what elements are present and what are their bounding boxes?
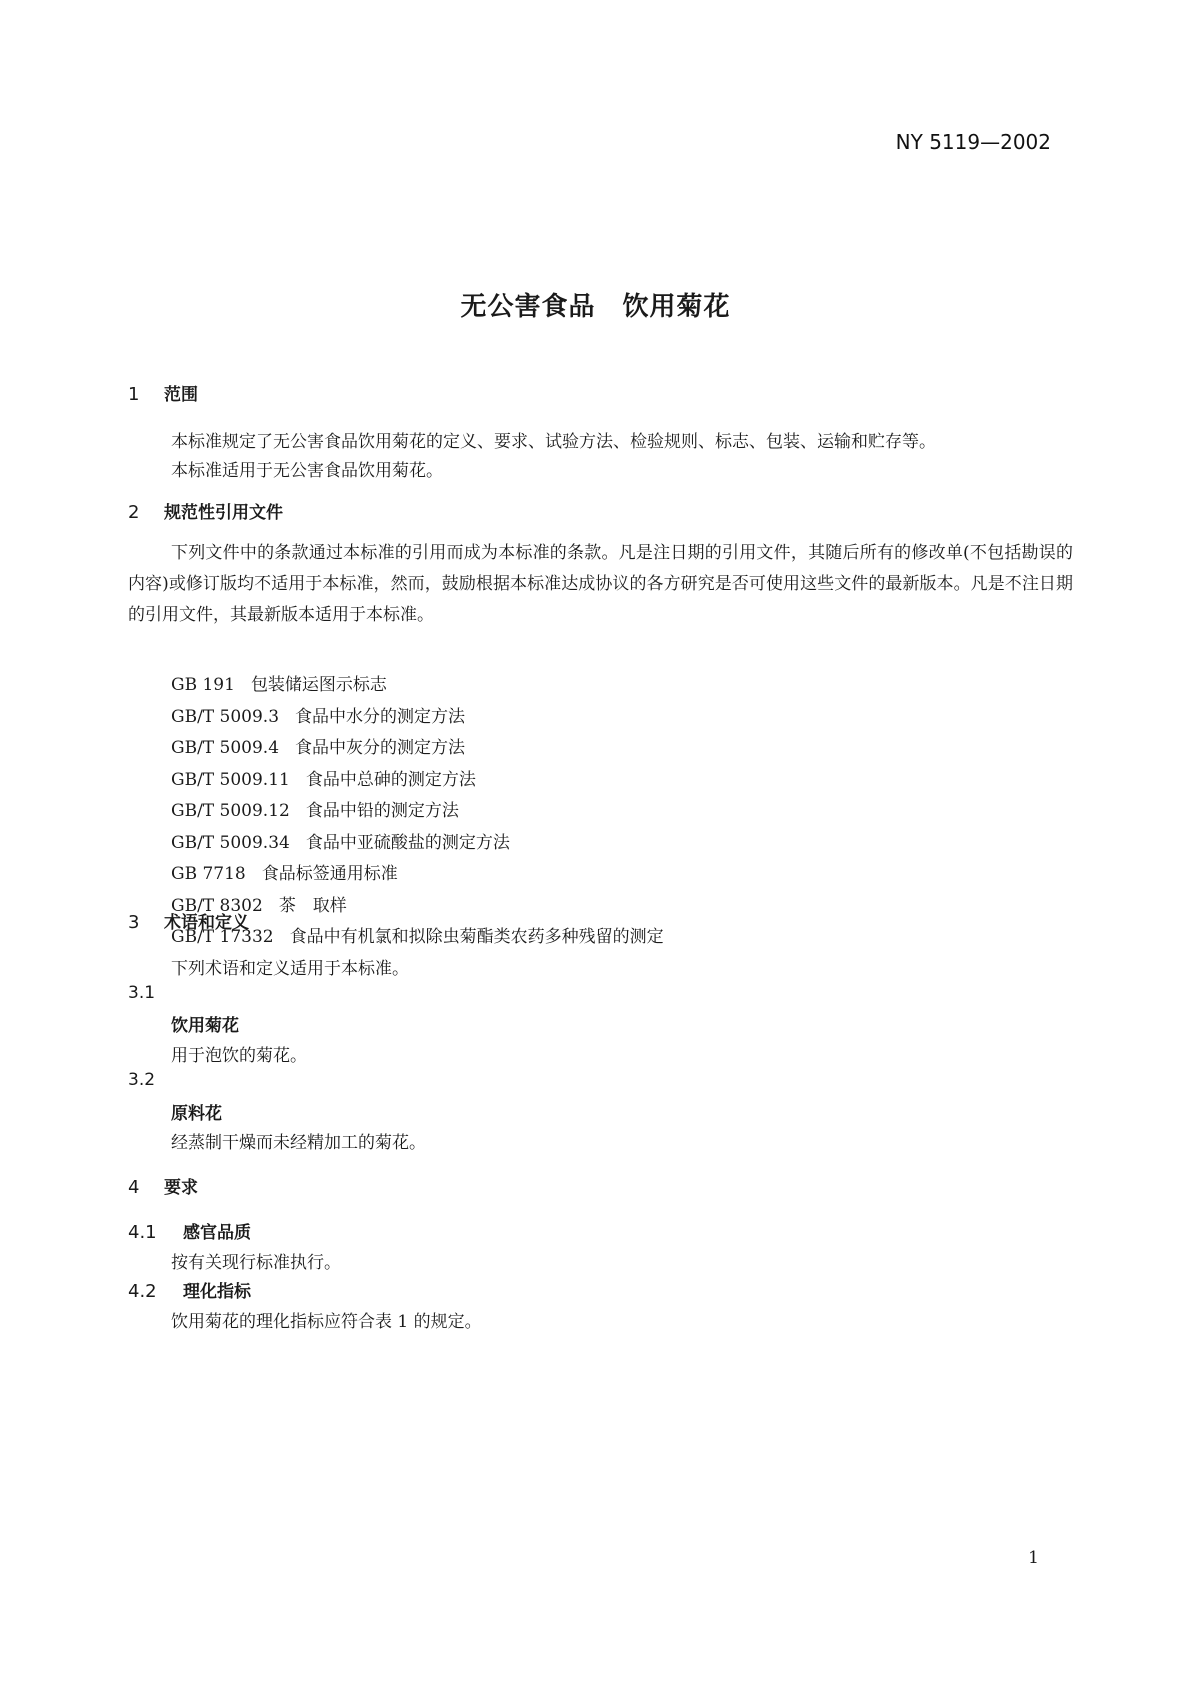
reference-item	[171, 796, 664, 828]
section-1-paragraph: 本标准规定了无公害食品饮用菊花的定义、要求、试验方法、检验规则、标志、包装、运输和贮存等。	[171, 432, 936, 452]
section-number: 4	[128, 1177, 140, 1198]
reference-title: 食品中灰分的测定方法	[295, 738, 466, 758]
reference-code: GB/T 17332	[171, 927, 274, 947]
term-definition: 经蒸制干燥而未经精加工的菊花。	[171, 1133, 426, 1153]
reference-title: 包装储运图示标志	[250, 675, 387, 695]
section-number: 1	[128, 384, 140, 405]
section-title: 术语和定义	[164, 913, 249, 933]
clause-number: 4.1	[128, 1222, 157, 1243]
reference-item	[171, 733, 664, 765]
term-name: 饮用菊花	[171, 1016, 239, 1036]
reference-code: GB/T 5009.12	[171, 801, 290, 821]
standard-number: NY 5119—2002	[895, 130, 1051, 154]
subclause-text: 饮用菊花的理化指标应符合表 1 的规定。	[171, 1312, 482, 1332]
section-title: 范围	[164, 385, 198, 405]
section-title: 要求	[164, 1178, 198, 1198]
document-title: 无公害食品 饮用菊花	[460, 292, 731, 322]
clause-number: 3.2	[128, 1070, 156, 1090]
reference-code: GB/T 5009.4	[171, 738, 280, 758]
reference-title: 茶 取样	[278, 895, 347, 916]
reference-item	[171, 765, 664, 797]
section-1-paragraph: 本标准适用于无公害食品饮用菊花。	[171, 461, 443, 481]
reference-title: 食品中有机氯和拟除虫菊酯类农药多种残留的测定	[289, 927, 664, 947]
reference-item	[171, 828, 664, 860]
section-1-heading	[128, 380, 198, 405]
subclause-title: 理化指标	[183, 1282, 251, 1302]
reference-code: GB/T 8302	[171, 895, 263, 916]
reference-title: 食品中亚硫酸盐的测定方法	[305, 832, 510, 853]
reference-title: 食品中总砷的测定方法	[305, 769, 476, 790]
clause-number: 4.2	[128, 1281, 157, 1302]
subclause-text: 按有关现行标准执行。	[171, 1253, 341, 1273]
reference-code: GB/T 5009.34	[171, 832, 290, 853]
section-3-intro: 下列术语和定义适用于本标准。	[171, 959, 409, 979]
section-title: 规范性引用文件	[164, 503, 283, 523]
subclause-heading	[128, 1277, 251, 1302]
reference-item	[171, 702, 664, 734]
term-name: 原料花	[171, 1104, 222, 1124]
reference-item	[171, 670, 664, 702]
section-2-heading	[128, 498, 283, 523]
reference-title: 食品中铅的测定方法	[305, 801, 459, 821]
section-number: 2	[128, 502, 140, 523]
reference-title: 食品标签通用标准	[261, 864, 398, 884]
term-definition: 用于泡饮的菊花。	[171, 1046, 307, 1066]
section-3-heading	[128, 908, 249, 933]
reference-code: GB/T 5009.11	[171, 769, 290, 790]
reference-code: GB 7718	[171, 864, 246, 884]
reference-item	[171, 859, 664, 891]
section-number: 3	[128, 912, 140, 933]
clause-number: 3.1	[128, 983, 156, 1003]
section-2-intro: 下列文件中的条款通过本标准的引用而成为本标准的条款。凡是注日期的引用文件，其随后所有的修改单(不包括勘误的内容)或修订版均不适用于本标准，然而，鼓励根据本标准达成协议的各方研究是否可使用这些文件的最新版本。凡是不注日期的引用文件，其最新版本适用于本标准。	[128, 543, 1073, 625]
reference-code: GB 191	[171, 675, 235, 695]
subclause-title: 感官品质	[183, 1223, 251, 1243]
reference-code: GB/T 5009.3	[171, 706, 280, 727]
subclause-heading	[128, 1218, 251, 1243]
page-number: 1	[1028, 1548, 1039, 1568]
section-4-heading	[128, 1173, 198, 1198]
reference-title: 食品中水分的测定方法	[295, 706, 466, 727]
